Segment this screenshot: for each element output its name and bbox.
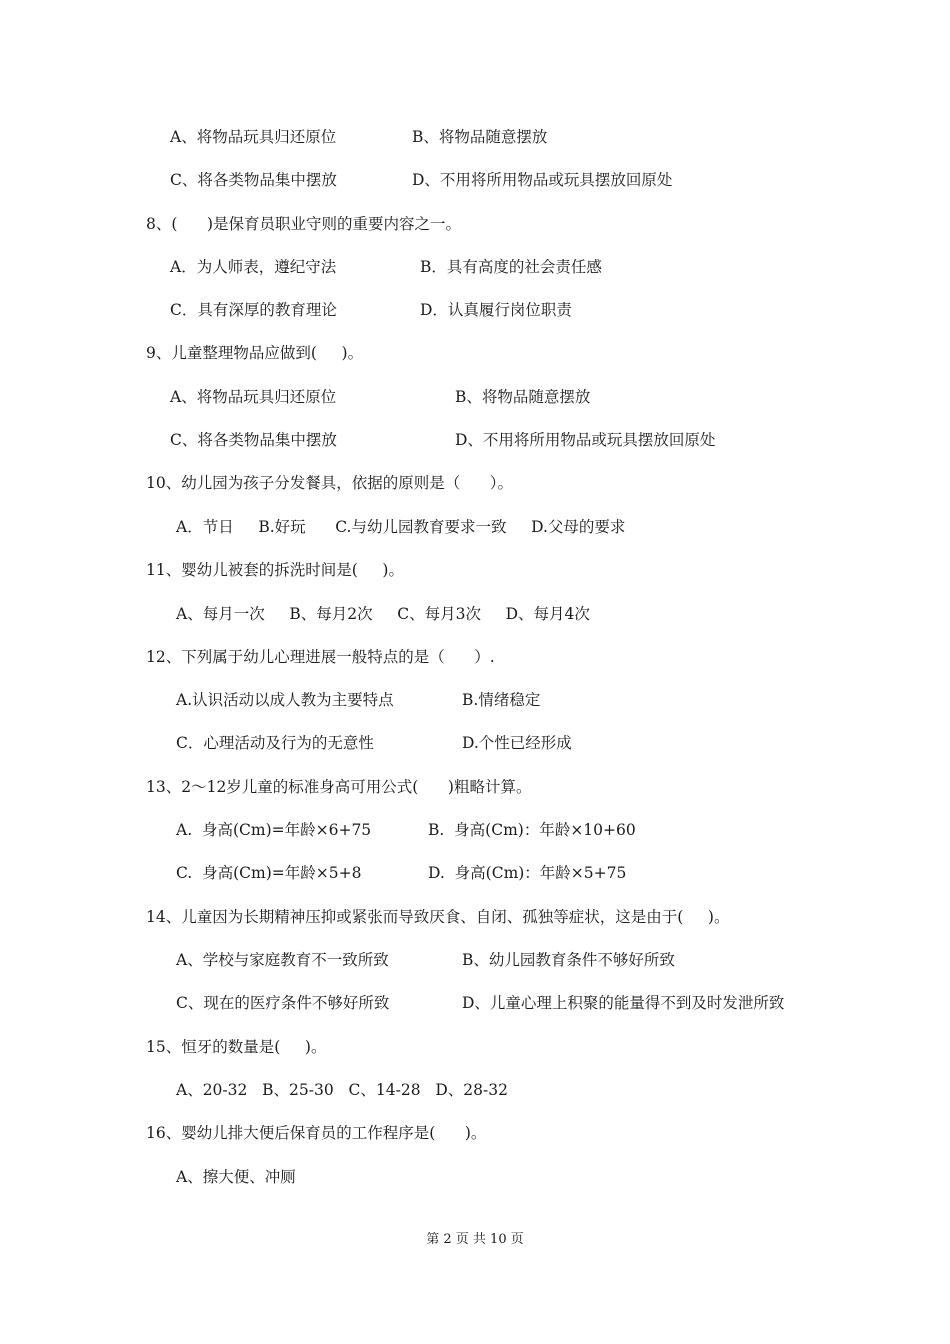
q9-option-a: A、将物品玩具归还原位: [170, 388, 337, 406]
q8-option-b: B．具有高度的社会责任感: [420, 258, 602, 276]
q8-option-d: D．认真履行岗位职责: [420, 301, 572, 319]
question-15: 15、恒牙的数量是( )。: [146, 1038, 327, 1056]
q13-option-c: C. 身高(Cm)=年龄×5+8: [176, 864, 362, 882]
q12-option-d: D.个性已经形成: [462, 734, 572, 752]
question-13: 13、2～12岁儿童的标准身高可用公式( )粗略计算。: [146, 778, 532, 796]
page-number-footer: 第 2 页 共 10 页: [426, 1232, 524, 1247]
q13-option-b: B. 身高(Cm)：年龄×10+60: [428, 821, 636, 839]
q7-option-a: A、将物品玩具归还原位: [170, 128, 337, 146]
q14-option-d: D、儿童心理上积聚的能量得不到及时发泄所致: [462, 994, 785, 1012]
q7-option-b: B、将物品随意摆放: [412, 128, 548, 146]
question-11: 11、婴幼儿被套的拆洗时间是( )。: [146, 561, 404, 579]
q14-option-c: C、现在的医疗条件不够好所致: [176, 994, 390, 1012]
q11-options: A、每月一次 B、每月2次 C、每月3次 D、每月4次: [176, 605, 590, 623]
question-16: 16、婴幼儿排大便后保育员的工作程序是( )。: [146, 1124, 487, 1142]
q12-option-a: A.认识活动以成人教为主要特点: [176, 691, 394, 709]
q9-option-b: B、将物品随意摆放: [455, 388, 591, 406]
q7-option-c: C、将各类物品集中摆放: [170, 171, 337, 189]
q16-option-a: A、擦大便、冲厕: [176, 1168, 296, 1186]
question-10: 10、幼儿园为孩子分发餐具，依据的原则是（ ）。: [146, 474, 514, 492]
q9-option-c: C、将各类物品集中摆放: [170, 431, 337, 449]
q8-option-a: A．为人师表，遵纪守法: [170, 258, 337, 276]
q10-options: A．节日 B.好玩 C.与幼儿园教育要求一致 D.父母的要求: [176, 518, 626, 536]
q14-option-a: A、学校与家庭教育不一致所致: [176, 951, 389, 969]
question-8: 8、( )是保育员职业守则的重要内容之一。: [146, 215, 462, 233]
question-14: 14、儿童因为长期精神压抑或紧张而导致厌食、自闭、孤独等症状，这是由于( )。: [146, 908, 730, 926]
q13-option-a: A. 身高(Cm)=年龄×6+75: [176, 821, 372, 839]
q15-options: A、20-32 B、25-30 C、14-28 D、28-32: [176, 1081, 508, 1099]
q12-option-c: C．心理活动及行为的无意性: [176, 734, 374, 752]
question-9: 9、儿童整理物品应做到( )。: [146, 344, 364, 362]
q12-option-b: B.情绪稳定: [462, 691, 541, 709]
q7-option-d: D、不用将所用物品或玩具摆放回原处: [412, 171, 673, 189]
q13-option-d: D. 身高(Cm)：年龄×5+75: [428, 864, 627, 882]
q8-option-c: C．具有深厚的教育理论: [170, 301, 337, 319]
q14-option-b: B、幼儿园教育条件不够好所致: [462, 951, 675, 969]
q9-option-d: D、不用将所用物品或玩具摆放回原处: [455, 431, 716, 449]
question-12: 12、下列属于幼儿心理进展一般特点的是（ ）.: [146, 648, 495, 666]
